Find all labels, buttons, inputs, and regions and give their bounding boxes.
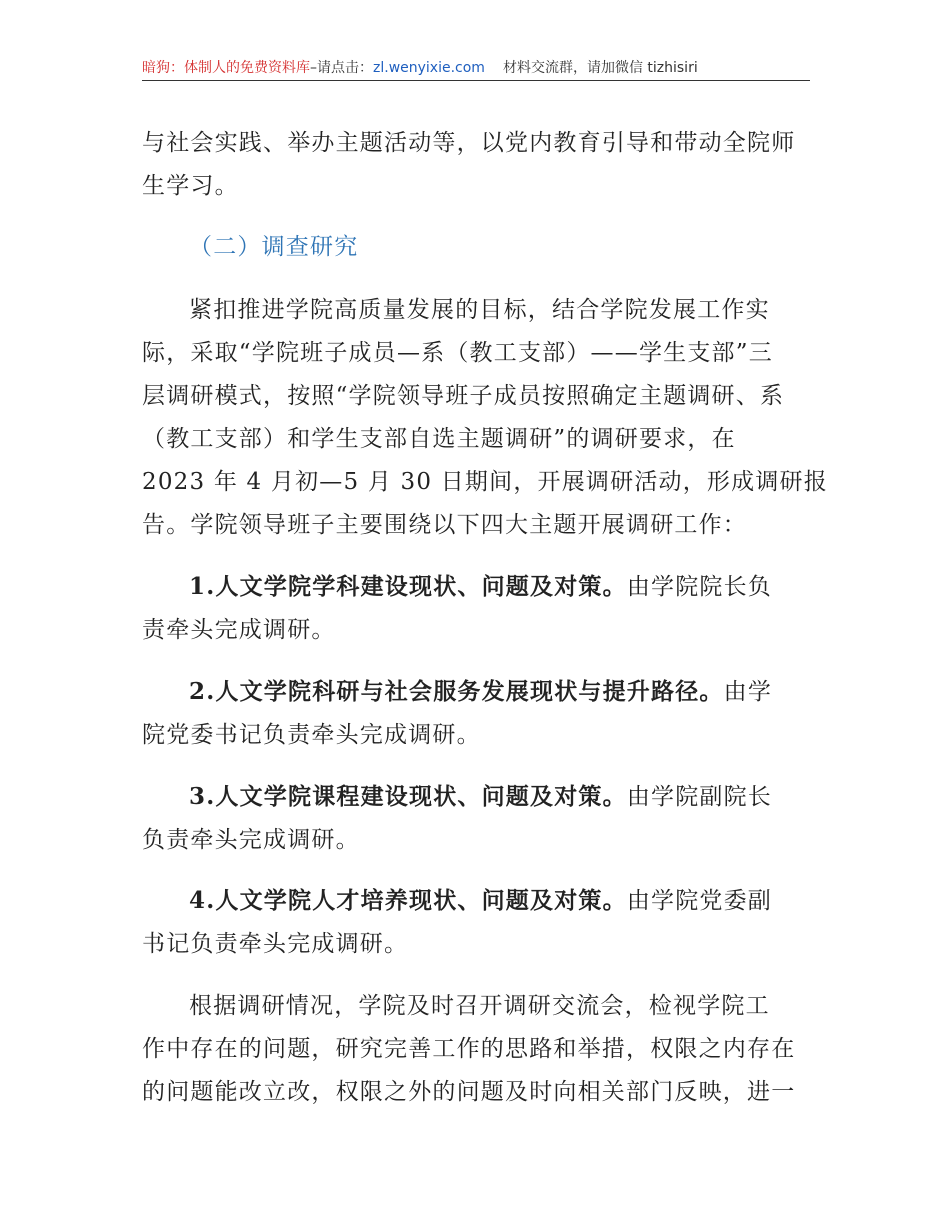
paragraph-line: 生学习。 bbox=[142, 173, 239, 199]
paragraph-line: 负责牵头完成调研。 bbox=[142, 827, 360, 853]
list-item-title: 1.人文学院学科建设现状、问题及对策。 bbox=[189, 573, 627, 600]
paragraph-line: 告。学院领导班子主要围绕以下四大主题开展调研工作： bbox=[142, 512, 747, 538]
paragraph-line: 际，采取“学院班子成员—系（教工支部）——学生支部”三 bbox=[142, 340, 773, 366]
paragraph-line: 紧扣推进学院高质量发展的目标，结合学院发展工作实 bbox=[189, 297, 770, 323]
paragraph-line: （教工支部）和学生支部自选主题调研”的调研要求，在 bbox=[142, 426, 736, 452]
list-item bbox=[189, 677, 772, 707]
header-contact: 材料交流群，请加微信 tizhisiri bbox=[502, 60, 698, 76]
paragraph-line: 责牵头完成调研。 bbox=[142, 617, 336, 643]
list-item-text: 由学 bbox=[723, 679, 773, 705]
list-item-text: 由学院院长负 bbox=[626, 574, 773, 600]
list-item bbox=[189, 886, 772, 916]
list-item bbox=[189, 572, 772, 602]
paragraph-line: 与社会实践、举办主题活动等，以党内教育引导和带动全院师 bbox=[142, 130, 796, 156]
paragraph-line: 院党委书记负责牵头完成调研。 bbox=[142, 722, 481, 748]
paragraph-line: 书记负责牵头完成调研。 bbox=[142, 931, 409, 957]
list-item-title: 3.人文学院课程建设现状、问题及对策。 bbox=[189, 783, 627, 810]
list-item-title: 4.人文学院人才培养现状、问题及对策。 bbox=[189, 887, 627, 914]
list-item-title: 2.人文学院科研与社会服务发展现状与提升路径。 bbox=[189, 678, 724, 705]
header-click-prompt: –请点击： bbox=[310, 60, 373, 76]
list-item-text: 由学院党委副 bbox=[626, 888, 773, 914]
section-heading: （二）调查研究 bbox=[189, 234, 359, 260]
paragraph-line: 2023 年 4 月初—5 月 30 日期间，开展调研活动，形成调研报 bbox=[142, 469, 828, 495]
paragraph-line: 层调研模式，按照“学院领导班子成员按照确定主题调研、系 bbox=[142, 383, 785, 409]
paragraph-line: 根据调研情况，学院及时召开调研交流会，检视学院工 bbox=[189, 993, 770, 1019]
paragraph-line: 作中存在的问题，研究完善工作的思路和举措，权限之内存在 bbox=[142, 1036, 796, 1062]
list-item-text: 由学院副院长 bbox=[626, 784, 773, 810]
paragraph-line: 的问题能改立改，权限之外的问题及时向相关部门反映，进一 bbox=[142, 1079, 796, 1105]
list-item bbox=[189, 782, 772, 812]
header-link[interactable]: zl.wenyixie.com bbox=[373, 60, 485, 76]
header-brand: 暗狗：体制人的免费资料库 bbox=[142, 60, 310, 76]
page-header bbox=[142, 58, 810, 81]
